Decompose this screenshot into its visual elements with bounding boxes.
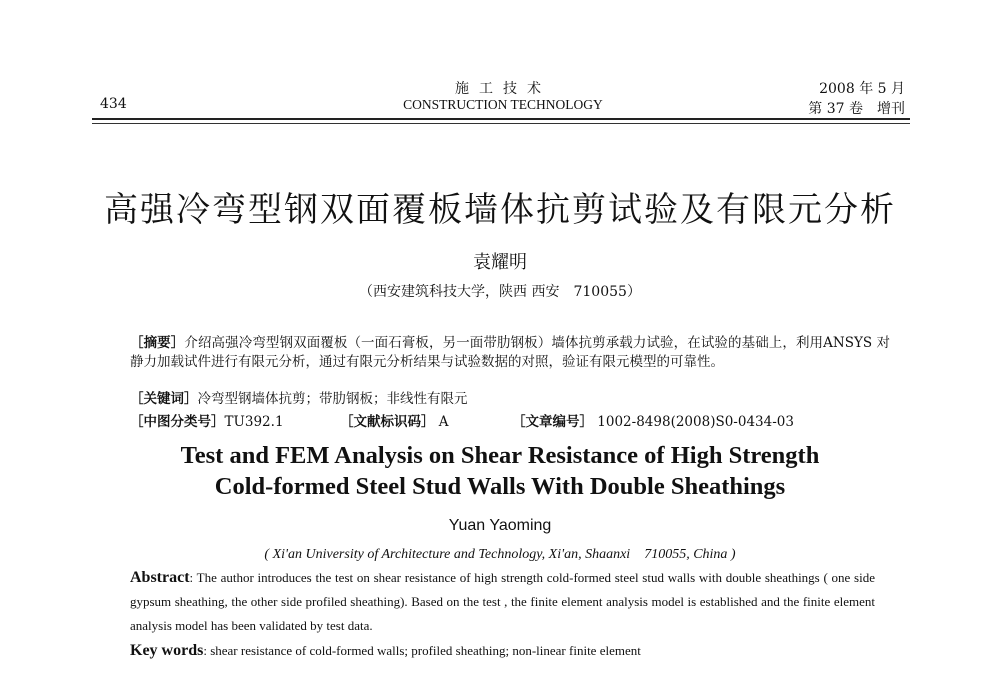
keywords-en bbox=[130, 642, 641, 660]
affiliation-en: ( Xi'an University of Architecture and Technology, Xi'an, Shaanxi 710055, China ) bbox=[264, 547, 736, 562]
author-cn: 袁耀明 bbox=[473, 252, 527, 273]
affiliation-cn: （西安建筑科技大学，陕西 西安 710055） bbox=[359, 284, 641, 300]
document-code-label: ［文献标识码］ bbox=[340, 414, 435, 430]
abstract-text-en: : The author introduces the test on shear resistance of high strength cold-formed steel stud walls with double sheathings ( one side gypsum sheathing, the other side profiled sheathing). Based on the test , the finite element analysis model is established and the finite element analysis model has been validated by test data. bbox=[130, 570, 875, 633]
abstract-text-cn: 介绍高强冷弯型钢双面覆板（一面石膏板，另一面带肋钢板）墙体抗剪承载力试验，在试验的基础上，利用ANSYS 对静力加载试件进行有限元分析，通过有限元分析结果与试验数据的对照，验证有限元模型的可靠性。 bbox=[130, 335, 891, 370]
volume-info: 第 37 卷 增刊 bbox=[808, 101, 905, 117]
author-en: Yuan Yaoming bbox=[448, 517, 552, 534]
page-number: 434 bbox=[100, 96, 127, 112]
paper-title-en-line2: Cold-formed Steel Stud Walls With Double Sheathings bbox=[214, 473, 786, 500]
article-number bbox=[512, 410, 794, 430]
classification-number bbox=[130, 410, 284, 430]
classification-value: TU392.1 bbox=[224, 414, 284, 430]
header-rule-thin bbox=[92, 123, 910, 124]
keywords-label-en: Key words bbox=[130, 642, 204, 659]
keywords-cn bbox=[130, 387, 468, 407]
journal-title-en: CONSTRUCTION TECHNOLOGY bbox=[403, 97, 603, 112]
document-code bbox=[340, 410, 449, 430]
abstract-cn bbox=[130, 334, 890, 372]
journal-title-cn: 施工技术 bbox=[455, 81, 551, 97]
keywords-text-cn: 冷弯型钢墙体抗剪；带肋钢板；非线性有限元 bbox=[197, 391, 468, 407]
keywords-text-en: : shear resistance of cold-formed walls; profiled sheathing; non-linear finite element bbox=[203, 643, 641, 658]
abstract-en bbox=[130, 566, 875, 638]
header-rule-thick bbox=[92, 118, 910, 120]
classification-label: ［中图分类号］ bbox=[130, 414, 225, 430]
keywords-label-cn: ［关键词］ bbox=[130, 391, 198, 407]
abstract-label-en: Abstract bbox=[130, 569, 190, 586]
paper-title-en-line1: Test and FEM Analysis on Shear Resistance of High Strength bbox=[180, 442, 820, 469]
issue-date: 2008 年 5 月 bbox=[819, 81, 905, 97]
paper-title-cn: 高强冷弯型钢双面覆板墙体抗剪试验及有限元分析 bbox=[104, 190, 896, 230]
abstract-label-cn: ［摘要］ bbox=[130, 335, 185, 351]
article-number-value: 1002-8498(2008)S0-0434-03 bbox=[593, 414, 794, 430]
article-number-label: ［文章编号］ bbox=[512, 414, 593, 430]
paper-title-en bbox=[100, 440, 900, 502]
document-code-value: A bbox=[434, 414, 449, 430]
